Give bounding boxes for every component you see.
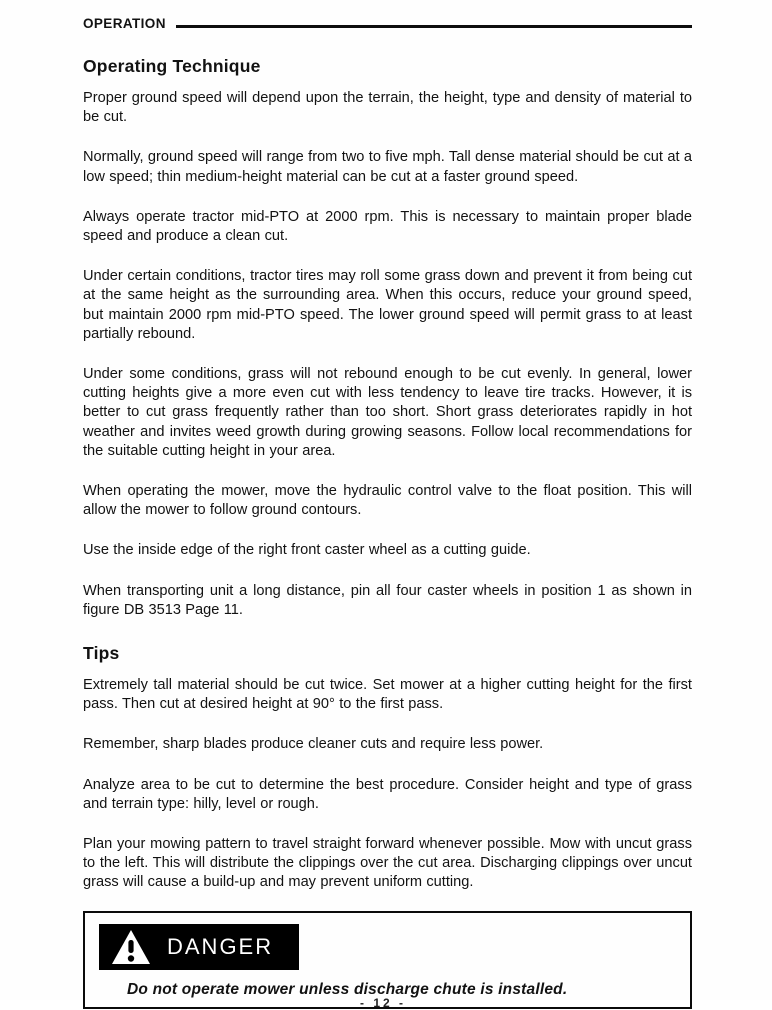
paragraph: Under certain conditions, tractor tires may roll some grass down and prevent it from being cut at the same height as the surrounding area. When this occurs, reduce your ground speed, but maintain 2000 rpm mid-PTO speed. The lower ground speed will permit grass to at least partially rebound. (83, 268, 692, 342)
paragraph: When transporting unit a long distance, pin all four caster wheels in position 1 as shown in figure DB 3513 Page 11. (83, 582, 692, 618)
section-title: Tips (83, 643, 120, 664)
paragraph: Normally, ground speed will range from two to five mph. Tall dense material should be cut at a low speed; thin medium-height material can be cut at a faster ground speed. (83, 149, 692, 185)
paragraph: Always operate tractor mid-PTO at 2000 rpm. This is necessary to maintain proper blade speed and produce a clean cut. (83, 208, 692, 245)
section-tips (83, 643, 692, 893)
danger-label-bar (99, 924, 299, 970)
page-number-artifact: - 12 - (360, 996, 407, 1010)
paragraph: Extremely tall material should be cut twice. Set mower at a higher cutting height for the first pass. Then cut at desired height at 90° to the first pass. (83, 677, 692, 713)
paragraph: Plan your mowing pattern to travel straight forward whenever possible. Mow with uncut grass to the left. This will distribute the clippings over the cut area. Discharging clippings over uncut grass will cause a build-up and may prevent uniform cutting. (83, 836, 692, 891)
danger-label-text: DANGER (167, 933, 274, 959)
danger-message: Do not operate mower unless discharge chute is installed. (127, 980, 568, 998)
paragraph: Analyze area to be cut to determine the best procedure. Consider height and type of grass and terrain type: hilly, level or rough. (83, 776, 692, 812)
paragraph: Under some conditions, grass will not rebound enough to be cut evenly. In general, lower cutting heights give a more even cut with less tendency to leave tire tracks. However, it is better to cut grass frequently rather than too short. Short grass deteriorates rapidly in hot weather and invites weed growth during growing seasons. Follow local recommendations for the suitable cutting height in your area. (83, 366, 692, 459)
warning-triangle-icon (111, 929, 151, 965)
paragraph: Use the inside edge of the right front caster wheel as a cutting guide. (83, 542, 531, 559)
running-header-title: OPERATION (83, 15, 166, 31)
paragraph: When operating the mower, move the hydraulic control valve to the float position. This will allow the mower to follow ground contours. (83, 483, 692, 519)
danger-callout-box (83, 911, 692, 1009)
paragraph: Remember, sharp blades produce cleaner cuts and require less power. (83, 736, 544, 753)
header-rule (176, 25, 692, 28)
section-title: Operating Technique (83, 56, 261, 76)
section-operating-technique (83, 56, 692, 620)
paragraph: Proper ground speed will depend upon the terrain, the height, type and density of material to be cut. (83, 90, 692, 126)
running-header (83, 14, 692, 32)
